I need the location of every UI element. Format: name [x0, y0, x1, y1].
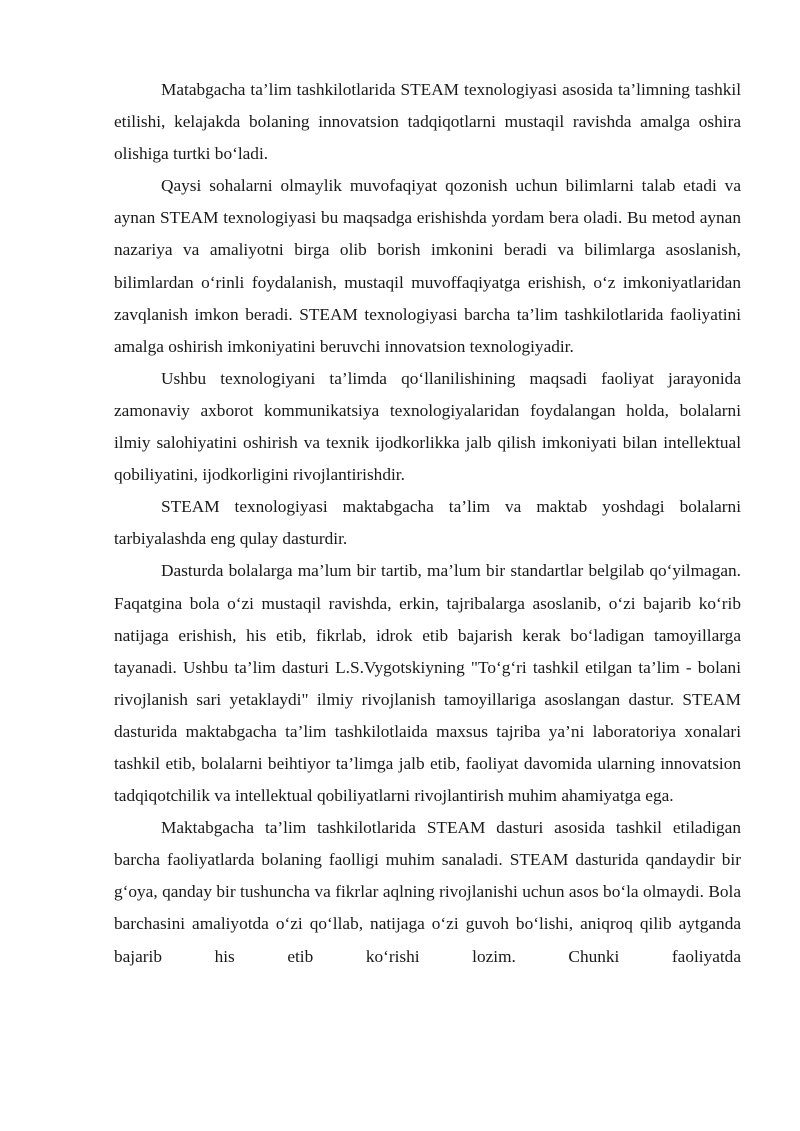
- paragraph-1: Matabgacha ta’lim tashkilotlarida STEAM texnologiyasi asosida ta’limning tashkil etilishi, kelajakda bolaning innovatsion tadqiqotlarni mustaqil ravishda amalga oshira olishiga turtki bo‘ladi.: [114, 80, 741, 164]
- paragraph-3: Ushbu texnologiyani ta’limda qo‘llanilishining maqsadi faoliyat jarayonida zamonaviy axborot kommunikatsiya texnologiyalaridan foydalangan holda, bolalarni ilmiy salohiyatini oshirish va texnik ijodkorlikka jalb qilish imkoniyati bilan intellektual qobiliyatini, ijodkorligini rivojlantirishdir.: [114, 368, 741, 485]
- paragraph-6: Maktabgacha ta’lim tashkilotlarida STEAM dasturi asosida tashkil etiladigan barcha faoliyatlarda bolaning faolligi muhim sanaladi. STEAM dasturida qandaydir bir g‘oya, qanday bir tushuncha va fikrlar aqlning rivojlanishi uchun asos bo‘la olmaydi. Bola barchasini amaliyotda o‘zi qo‘llab, natijaga o‘zi guvoh bo‘lishi, aniqroq qilib aytganda bajarib his etib ko‘rishi lozim. Chunki faoliyatda: [114, 818, 741, 966]
- paragraph-5: Dasturda bolalarga ma’lum bir tartib, ma’lum bir standartlar belgilab qo‘yilmagan. Faqatgina bola o‘zi mustaqil ravishda, erkin, tajribalarga asoslanib, o‘zi bajarib ko‘rib natijaga erishish, his etib, fikrlab, idrok etib bajarish kerak bo‘ladigan tamoyillarga tayanadi. Ushbu ta’lim dasturi L.S.Vygotskiyning "To‘g‘ri tashkil etilgan ta’lim - bolani rivojlanish sari yetaklaydi" ilmiy rivojlanish tamoyillariga asoslangan dastur. STEAM dasturida maktabgacha ta’lim tashkilotlaida maxsus tajriba ya’ni laboratoriya xonalari tashkil etib, bolalarni beihtiyor ta’limga jalb etib, faoliyat davomida ularning innovatsion tadqiqotchilik va intellektual qobiliyatlarni rivojlantirish muhim ahamiyatga ega.: [114, 561, 741, 806]
- body-text: [114, 74, 741, 973]
- paragraph-2: Qaysi sohalarni olmaylik muvofaqiyat qozonish uchun bilimlarni talab etadi va aynan STEAM texnologiyasi bu maqsadga erishishda yordam bera oladi. Bu metod aynan nazariya va amaliyotni birga olib borish imkonini beradi va bilimlarga asoslanish, bilimlardan o‘rinli foydalanish, mustaqil muvoffaqiyatga erishish, o‘z imkoniyatlaridan zavqlanish imkon beradi. STEAM texnologiyasi barcha ta’lim tashkilotlarida faoliyatini amalga oshirish imkoniyatini beruvchi innovatsion texnologiyadir.: [114, 176, 741, 356]
- paragraph-4: STEAM texnologiyasi maktabgacha ta’lim va maktab yoshdagi bolalarni tarbiyalashda eng qulay dasturdir.: [114, 497, 741, 549]
